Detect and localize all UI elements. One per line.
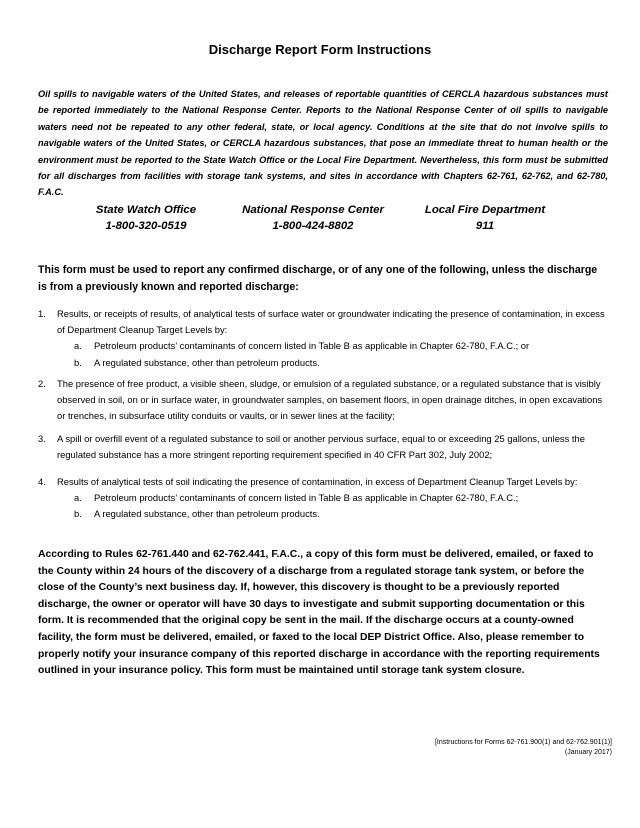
list-item: [38, 306, 608, 371]
sub-item-label: a.: [74, 492, 82, 504]
page-title: Discharge Report Form Instructions: [208, 42, 432, 57]
sub-item-label: b.: [74, 356, 82, 368]
sub-item-text: A regulated substance, other than petroleum products.: [94, 356, 320, 368]
contact-state-watch-office: [86, 202, 206, 234]
list-item-number: 1.: [38, 308, 46, 319]
contact-phone: 911: [475, 220, 495, 232]
sub-item-label: b.: [74, 508, 82, 520]
contact-phone: 1-800-424-8802: [272, 220, 354, 232]
list-item: [38, 474, 608, 523]
list-item: [38, 431, 608, 463]
lead-statement: This form must be used to report any confirmed discharge, or of any one of the following, unless the discharge is from a previously known and reported discharge:: [38, 264, 598, 293]
contact-phone: 1-800-320-0519: [105, 220, 187, 232]
contact-name: State Watch Office: [95, 204, 197, 216]
contact-national-response-center: [238, 202, 388, 234]
list-item-text: A spill or overfill event of a regulated substance to soil or another pervious surface, equal to or exceeding 25 gallons, unless the regulated substance has a more stringent reporting requirement specified in 40 CFR Part 302, July 2002;: [57, 433, 585, 461]
list-item: [38, 376, 608, 425]
sub-item: [74, 338, 608, 354]
intro-paragraph: Oil spills to navigable waters of the United States, and releases of reportable quantities of CERCLA hazardous substances must be reported immediately to the National Response Center. Reports to the National Response Center of oil spills to navigable waters need not be repeated to any other federal, state, or local agency. Conditions at the site that do not involve spills to navigable waters of the United States, or CERCLA hazardous substances, that pose an immediate threat to human health or the environment must be reported to the State Watch Office or the Local Fire Department. Nevertheless, this form must be submitted for all discharges from facilities with storage tank systems, and sites in accordance with Chapters 62-761, 62-762, and 62-780, F.A.C.: [38, 89, 608, 198]
list-item-text: Results, or receipts of results, of analytical tests of surface water or groundwater indicating the presence of contamination, in excess of Department Cleanup Target Levels by:: [57, 308, 605, 336]
sub-item-text: Petroleum products’ contaminants of concern listed in Table B as applicable in Chapter 62-780, F.A.C.; or: [94, 340, 530, 352]
list-item-text: The presence of free product, a visible sheen, sludge, or emulsion of a regulated substance, or a regulated substance that is visibly observed in soil, on or in surface water, in groundwater samples, on basement floors, in open drainage ditches, in open excavations or trenches, in subsurface utility conduits or vaults, or in sewer lines at the facility;: [57, 378, 603, 422]
footer-date: (January 2017): [564, 749, 612, 756]
contact-name: National Response Center: [242, 204, 384, 216]
sub-item-label: a.: [74, 340, 82, 352]
form-footer: [435, 738, 612, 758]
list-item-number: 4.: [38, 476, 46, 487]
sub-item-text: Petroleum products’ contaminants of concern listed in Table B as applicable in Chapter 62-780, F.A.C.;: [94, 492, 519, 504]
contact-local-fire-department: [415, 202, 555, 234]
sub-item-text: A regulated substance, other than petroleum products.: [94, 508, 320, 520]
footer-form-reference: [Instructions for Forms 62-761.900(1) and 62-762.901(1)]: [434, 739, 612, 746]
list-item-number: 2.: [38, 378, 46, 389]
sub-item: [74, 490, 608, 506]
rules-paragraph: According to Rules 62-761.440 and 62-762.441, F.A.C., a copy of this form must be delivered, emailed, or faxed to the County within 24 hours of the discovery of a discharge from a regulated storage tank system, or before the close of the County’s next business day. If, however, this discovery is thought to be a previously reported discharge, the owner or operator will have 30 days to investigate and submit supporting documentation or this form. It is recommended that the original copy be sent in the mail. If the discharge occurs at a county-owned facility, the form must be delivered, emailed, or faxed to the local DEP District Office. Also, please remember to properly notify your insurance company of this reported discharge in accordance with the reporting requirements outlined in your insurance policy. This form must be maintained until storage tank system closure.: [38, 549, 600, 677]
contact-name: Local Fire Department: [424, 204, 546, 216]
list-item-number: 3.: [38, 433, 46, 444]
sub-item: [74, 355, 608, 371]
sub-item: [74, 506, 608, 522]
list-item-text: Results of analytical tests of soil indicating the presence of contamination, in excess of Department Cleanup Target Levels by:: [57, 476, 578, 487]
